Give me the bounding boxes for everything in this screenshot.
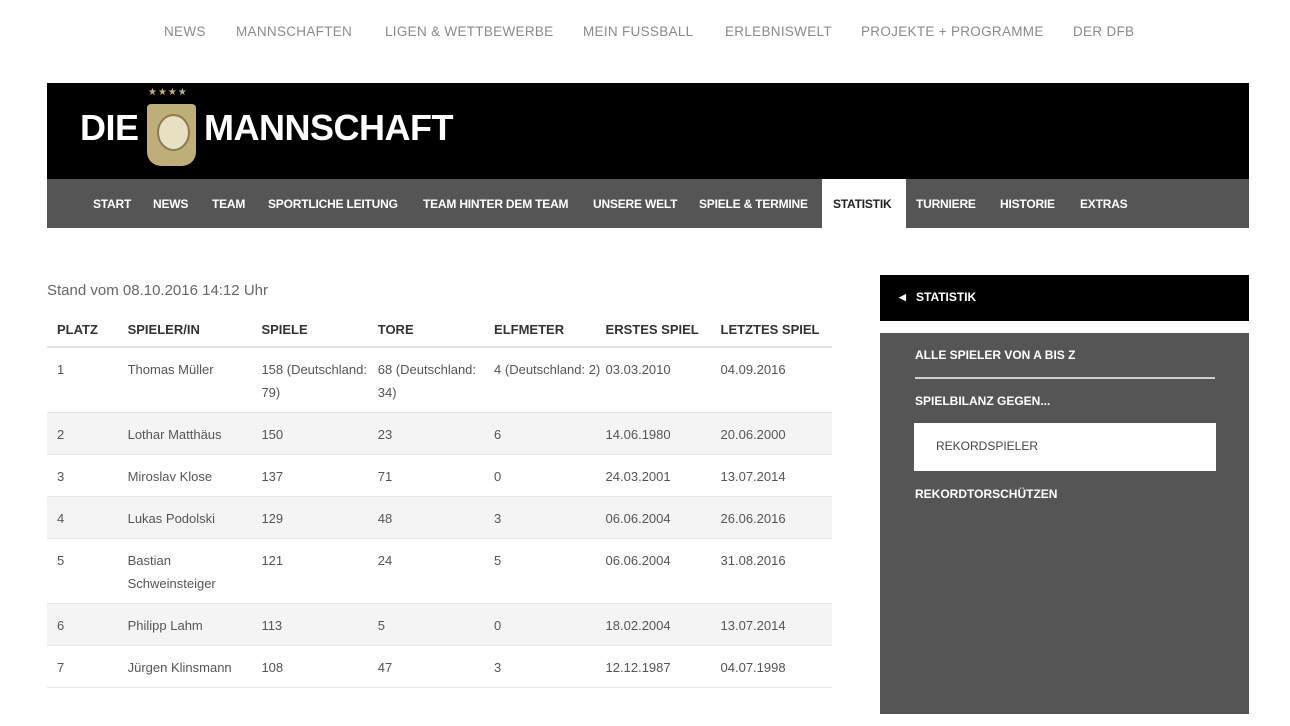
cell-erstes-spiel: 18.02.2004 xyxy=(606,604,721,646)
table-row xyxy=(47,413,832,455)
cell-platz: 5 xyxy=(47,539,128,604)
col-erstes-spiel[interactable]: ERSTES SPIEL xyxy=(606,312,721,347)
cell-erstes-spiel: 06.06.2004 xyxy=(606,497,721,539)
sidebar-header-label: STATISTIK xyxy=(916,290,977,304)
cell-letztes-spiel: 13.07.2014 xyxy=(721,604,832,646)
cell-erstes-spiel: 03.03.2010 xyxy=(606,347,721,413)
cell-spiele: 150 xyxy=(261,413,377,455)
cell-letztes-spiel: 26.06.2016 xyxy=(721,497,832,539)
logo-text-die[interactable]: DIE xyxy=(80,107,139,148)
cell-spiele: 137 xyxy=(261,455,377,497)
logo-text-mannschaft[interactable]: MANNSCHAFT xyxy=(204,107,453,148)
sidebar-menu xyxy=(880,333,1249,714)
sidebar-link-alle-spieler[interactable]: ALLE SPIELER VON A BIS Z xyxy=(915,348,1076,362)
cell-letztes-spiel: 20.06.2000 xyxy=(721,413,832,455)
cell-platz: 1 xyxy=(47,347,128,413)
cell-tore: 23 xyxy=(378,413,494,455)
tab-news[interactable]: NEWS xyxy=(153,197,189,211)
topnav-projekte-programme[interactable]: PROJEKTE + PROGRAMME xyxy=(861,24,1044,39)
tab-historie[interactable]: HISTORIE xyxy=(1000,197,1055,211)
topnav-erlebniswelt[interactable]: ERLEBNISWELT xyxy=(725,24,832,39)
cell-elfmeter: 0 xyxy=(494,604,606,646)
cell-platz: 4 xyxy=(47,497,128,539)
cell-elfmeter: 5 xyxy=(494,539,606,604)
dfb-crest-icon[interactable] xyxy=(147,104,196,166)
topnav-mein-fussball[interactable]: MEIN FUSSBALL xyxy=(583,24,694,39)
tab-statistik[interactable]: STATISTIK xyxy=(833,197,892,211)
cell-spieler: Philipp Lahm xyxy=(128,604,262,646)
cell-elfmeter: 4 (Deutschland: 2) xyxy=(494,347,606,413)
cell-elfmeter: 3 xyxy=(494,497,606,539)
cell-tore: 24 xyxy=(378,539,494,604)
tab-team-hinter-dem-team[interactable]: TEAM HINTER DEM TEAM xyxy=(423,197,569,211)
triangle-left-icon: ◀ xyxy=(899,292,906,302)
cell-spiele: 113 xyxy=(261,604,377,646)
cell-spieler: Lukas Podolski xyxy=(128,497,262,539)
col-spiele[interactable]: SPIELE xyxy=(261,312,377,347)
topnav-der-dfb[interactable]: DER DFB xyxy=(1073,24,1135,39)
cell-erstes-spiel: 06.06.2004 xyxy=(606,539,721,604)
cell-erstes-spiel: 12.12.1987 xyxy=(606,646,721,688)
sidebar-back-statistik[interactable] xyxy=(880,275,1249,321)
table-row xyxy=(47,455,832,497)
topnav-mannschaften[interactable]: MANNSCHAFTEN xyxy=(236,24,353,39)
cell-tore: 47 xyxy=(378,646,494,688)
sidebar-link-rekordtorschuetzen[interactable]: REKORDTORSCHÜTZEN xyxy=(915,487,1058,501)
cell-letztes-spiel: 13.07.2014 xyxy=(721,455,832,497)
table-row xyxy=(47,604,832,646)
cell-spieler: Lothar Matthäus xyxy=(128,413,262,455)
table-row xyxy=(47,539,832,604)
sidebar-link-rekordspieler[interactable] xyxy=(914,423,1216,471)
cell-spiele: 121 xyxy=(261,539,377,604)
cell-spieler: Miroslav Klose xyxy=(128,455,262,497)
tab-team[interactable]: TEAM xyxy=(212,197,246,211)
sidebar-link-rekordspieler-label: REKORDSPIELER xyxy=(936,439,1039,453)
cell-erstes-spiel: 14.06.1980 xyxy=(606,413,721,455)
tab-spiele-termine[interactable]: SPIELE & TERMINE xyxy=(699,197,808,211)
cell-letztes-spiel: 31.08.2016 xyxy=(721,539,832,604)
cell-spieler: Thomas Müller xyxy=(128,347,262,413)
cell-platz: 3 xyxy=(47,455,128,497)
cell-tore: 48 xyxy=(378,497,494,539)
cell-elfmeter: 0 xyxy=(494,455,606,497)
tab-sportliche-leitung[interactable]: SPORTLICHE LEITUNG xyxy=(268,197,398,211)
col-platz[interactable]: PLATZ xyxy=(47,312,128,347)
sidebar-divider xyxy=(915,377,1215,379)
table-row xyxy=(47,497,832,539)
cell-spiele: 108 xyxy=(261,646,377,688)
cell-platz: 2 xyxy=(47,413,128,455)
tab-unsere-welt[interactable]: UNSERE WELT xyxy=(593,197,678,211)
top-navigation xyxy=(0,24,1290,44)
rekordspieler-table xyxy=(47,312,832,688)
cell-spiele: 158 (Deutschland: 79) xyxy=(261,347,377,413)
table-row xyxy=(47,347,832,413)
col-tore[interactable]: TORE xyxy=(378,312,494,347)
cell-tore: 5 xyxy=(378,604,494,646)
cell-elfmeter: 6 xyxy=(494,413,606,455)
crest-stars-icon: ★★★★ xyxy=(148,87,188,98)
cell-letztes-spiel: 04.07.1998 xyxy=(721,646,832,688)
col-letztes-spiel[interactable]: LETZTES SPIEL xyxy=(721,312,832,347)
tab-start[interactable]: START xyxy=(93,197,132,211)
cell-platz: 7 xyxy=(47,646,128,688)
cell-letztes-spiel: 04.09.2016 xyxy=(721,347,832,413)
topnav-news[interactable]: NEWS xyxy=(164,24,206,39)
data-timestamp: Stand vom 08.10.2016 14:12 Uhr xyxy=(47,282,268,299)
table-row xyxy=(47,646,832,688)
sidebar-link-spielbilanz[interactable]: SPIELBILANZ GEGEN... xyxy=(915,394,1051,408)
tab-turniere[interactable]: TURNIERE xyxy=(916,197,976,211)
col-elfmeter[interactable]: ELFMETER xyxy=(494,312,606,347)
cell-erstes-spiel: 24.03.2001 xyxy=(606,455,721,497)
tab-extras[interactable]: EXTRAS xyxy=(1080,197,1128,211)
cell-elfmeter: 3 xyxy=(494,646,606,688)
cell-spieler: Bastian Schweinsteiger xyxy=(128,539,262,604)
cell-spieler: Jürgen Klinsmann xyxy=(128,646,262,688)
cell-tore: 68 (Deutschland: 34) xyxy=(378,347,494,413)
cell-spiele: 129 xyxy=(261,497,377,539)
cell-tore: 71 xyxy=(378,455,494,497)
table-header-row xyxy=(47,312,832,347)
cell-platz: 6 xyxy=(47,604,128,646)
section-navigation xyxy=(47,179,1249,228)
site-header xyxy=(47,83,1249,179)
topnav-ligen-wettbewerbe[interactable]: LIGEN & WETTBEWERBE xyxy=(385,24,554,39)
col-spieler[interactable]: SPIELER/IN xyxy=(128,312,262,347)
